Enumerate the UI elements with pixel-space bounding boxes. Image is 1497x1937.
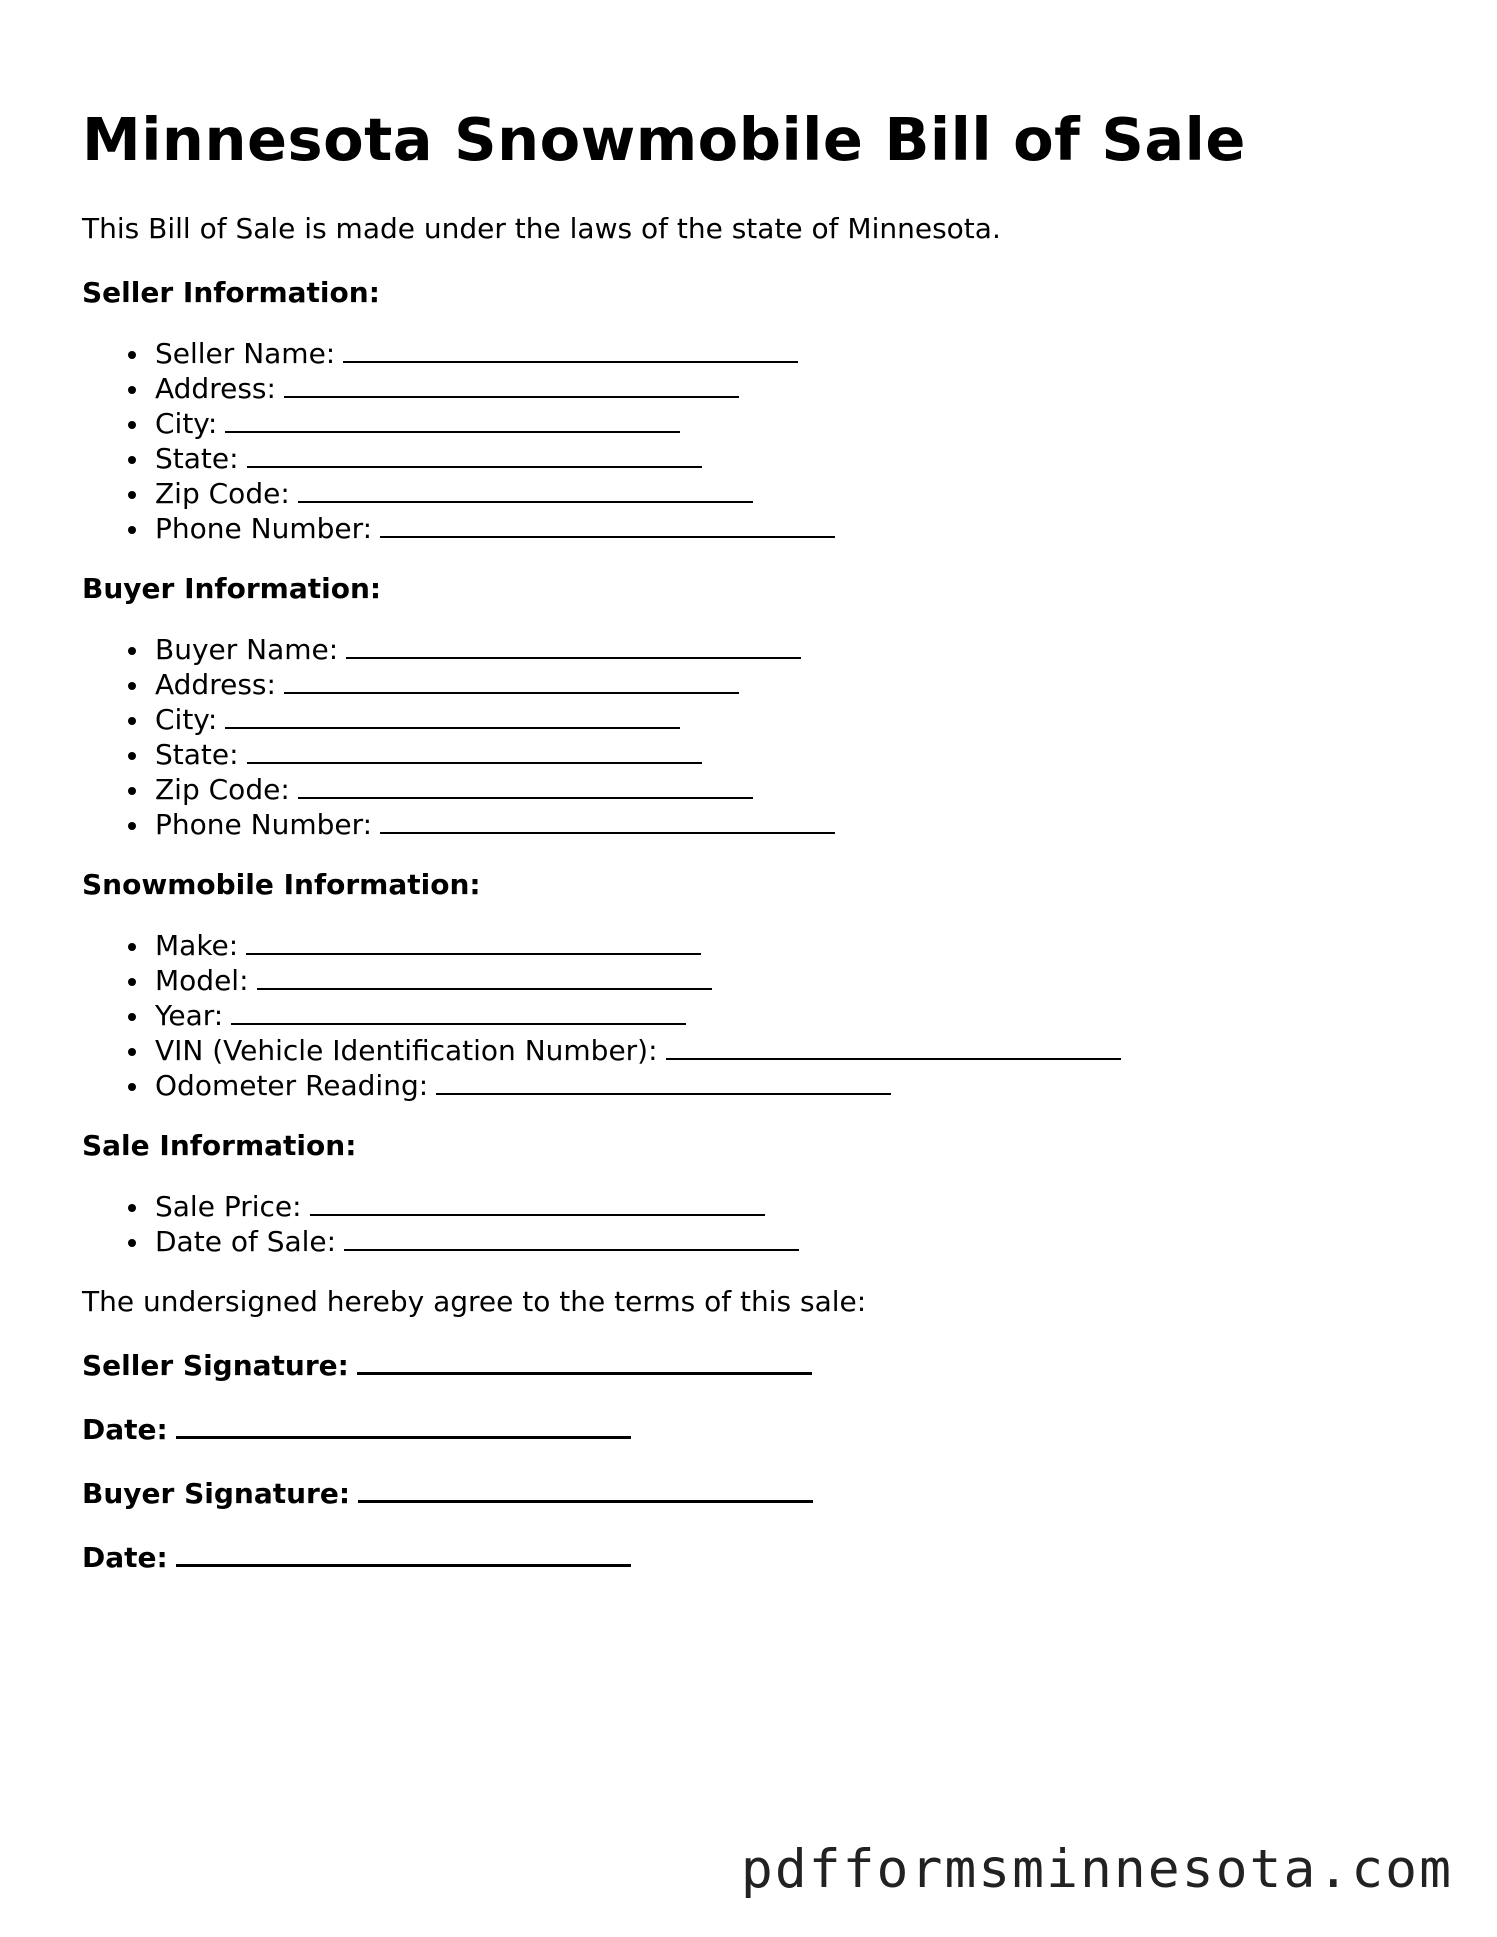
snowmobile-fields-list [82, 928, 1422, 1103]
seller-date-line [82, 1409, 1422, 1451]
buyer-fields-list [82, 632, 1422, 842]
list-item [155, 406, 1422, 441]
list-item [155, 807, 1422, 842]
field-label: VIN (Vehicle Identification Number): [155, 1034, 658, 1067]
list-item [155, 928, 1422, 963]
field-label: Make: [155, 929, 239, 962]
sale-fields-list [82, 1189, 1422, 1259]
list-item [155, 1068, 1422, 1103]
list-item [155, 772, 1422, 807]
odometer-field[interactable] [436, 1069, 891, 1095]
model-field[interactable] [257, 964, 712, 990]
field-label: City: [155, 407, 218, 440]
field-label: State: [155, 442, 239, 475]
field-label: State: [155, 738, 239, 771]
page-title: Minnesota Snowmobile Bill of Sale [82, 105, 1246, 174]
field-label: Year: [155, 999, 224, 1032]
snowmobile-heading: Snowmobile Information: [82, 868, 481, 901]
seller-zip-field[interactable] [298, 477, 753, 503]
buyer-signature-line [82, 1473, 1422, 1515]
seller-state-field[interactable] [247, 442, 702, 468]
vin-field[interactable] [666, 1034, 1121, 1060]
field-label: Address: [155, 372, 276, 405]
list-item [155, 336, 1422, 371]
buyer-heading: Buyer Information: [82, 572, 382, 605]
sale-heading: Sale Information: [82, 1129, 357, 1162]
list-item [155, 702, 1422, 737]
list-item [155, 667, 1422, 702]
list-item [155, 1189, 1422, 1224]
buyer-phone-field[interactable] [380, 808, 835, 834]
make-field[interactable] [246, 929, 701, 955]
year-field[interactable] [231, 999, 686, 1025]
field-label: Date of Sale: [155, 1225, 337, 1258]
watermark: pdfformsminnesota.com [740, 1839, 1453, 1900]
buyer-date-label: Date: [82, 1541, 168, 1574]
seller-name-field[interactable] [343, 337, 798, 363]
seller-signature-line [82, 1345, 1422, 1387]
seller-signature-label: Seller Signature: [82, 1349, 349, 1382]
list-item [155, 371, 1422, 406]
field-label: Zip Code: [155, 773, 290, 806]
list-item [155, 441, 1422, 476]
buyer-state-field[interactable] [247, 738, 702, 764]
buyer-name-field[interactable] [346, 633, 801, 659]
list-item [155, 1033, 1422, 1068]
list-item [155, 998, 1422, 1033]
list-item [155, 632, 1422, 667]
list-item [155, 963, 1422, 998]
seller-heading: Seller Information: [82, 276, 380, 309]
seller-date-label: Date: [82, 1413, 168, 1446]
field-label: Phone Number: [155, 808, 373, 841]
field-label: Odometer Reading: [155, 1069, 429, 1102]
buyer-date-line [82, 1537, 1422, 1579]
sale-price-field[interactable] [310, 1190, 765, 1216]
list-item [155, 737, 1422, 772]
buyer-city-field[interactable] [225, 703, 680, 729]
field-label: Sale Price: [155, 1190, 302, 1223]
list-item [155, 476, 1422, 511]
field-label: City: [155, 703, 218, 736]
buyer-address-field[interactable] [284, 668, 739, 694]
field-label: Buyer Name: [155, 633, 339, 666]
buyer-signature-label: Buyer Signature: [82, 1477, 351, 1510]
seller-signature-field[interactable] [357, 1348, 812, 1375]
buyer-signature-field[interactable] [358, 1476, 813, 1503]
field-label: Model: [155, 964, 249, 997]
date-of-sale-field[interactable] [344, 1225, 799, 1251]
seller-address-field[interactable] [284, 372, 739, 398]
seller-city-field[interactable] [225, 407, 680, 433]
document-page [82, 100, 1422, 1579]
list-item [155, 1224, 1422, 1259]
list-item [155, 511, 1422, 546]
field-label: Phone Number: [155, 512, 373, 545]
buyer-date-field[interactable] [176, 1540, 631, 1567]
seller-fields-list [82, 336, 1422, 546]
seller-date-field[interactable] [176, 1412, 631, 1439]
field-label: Zip Code: [155, 477, 290, 510]
seller-phone-field[interactable] [380, 512, 835, 538]
intro-text: This Bill of Sale is made under the laws of the state of Minnesota. [82, 212, 1001, 245]
field-label: Address: [155, 668, 276, 701]
agreement-text: The undersigned hereby agree to the terms of this sale: [82, 1285, 867, 1318]
field-label: Seller Name: [155, 337, 336, 370]
buyer-zip-field[interactable] [298, 773, 753, 799]
